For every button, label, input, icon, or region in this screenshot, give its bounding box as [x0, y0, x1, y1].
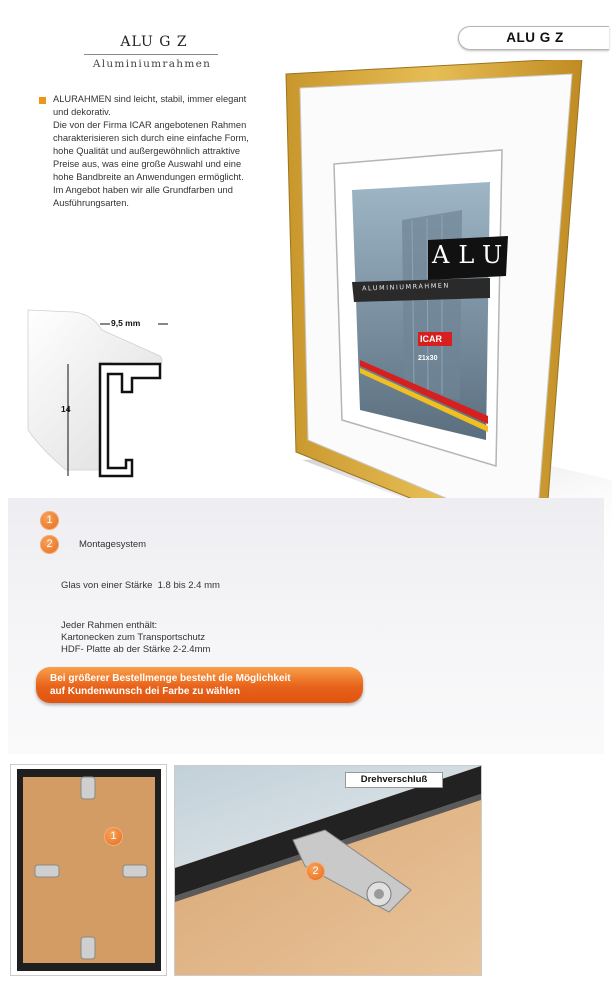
- description-line: und dekorativ.: [53, 107, 111, 117]
- profile-body: [28, 310, 162, 470]
- profile-section: [100, 364, 160, 476]
- page-subtitle: Aluminiumrahmen: [92, 58, 212, 70]
- product-description: [53, 93, 288, 210]
- marker-2-icon: 2: [40, 535, 59, 554]
- profile-diagram: [22, 300, 182, 485]
- profile-width-label: 9,5 mm: [111, 318, 141, 328]
- contents-list: [61, 620, 210, 656]
- description-line: ALURAHMEN sind leicht, stabil, immer elegant: [53, 94, 247, 104]
- description-line: charakterisieren sich durch eine einfache Form,: [53, 133, 249, 143]
- photo-marker-1-icon: 1: [104, 827, 123, 846]
- banner-line: Bei größerer Bestellmenge besteht die Möglichkeit: [50, 673, 291, 684]
- product-tab-label: ALU G Z: [506, 30, 564, 45]
- picture-big-text: ALU: [432, 241, 512, 269]
- picture-small-text: ALUMINIUMRAHMEN: [361, 281, 450, 293]
- description-line: Ausführungsarten.: [53, 198, 129, 208]
- picture-brand: ICAR: [420, 334, 442, 344]
- profile-height-label: 14: [61, 404, 71, 414]
- description-line: hohe Qualität und außergewöhnlich attraktive: [53, 146, 241, 156]
- title-divider: [84, 54, 218, 55]
- clip-caption: Drehverschluß: [345, 772, 443, 788]
- contents-line: Kartonecken zum Transportschutz: [61, 632, 206, 643]
- clip-photo-drawing: [175, 766, 481, 975]
- back-photo: [10, 764, 167, 976]
- frame-illustration: [282, 60, 612, 560]
- picture-size: 21x30: [418, 355, 438, 362]
- bullet-icon: [39, 97, 46, 104]
- color-option-text: [50, 672, 360, 698]
- clip-photo: [174, 765, 482, 976]
- glass-text: Glas von einer Stärke 1.8 bis 2.4 mm: [61, 580, 220, 591]
- photo-marker-2-icon: 2: [306, 862, 325, 881]
- description-line: hohe Bandbreite an Anwendungen ermöglicht.: [53, 172, 244, 182]
- contents-line: Jeder Rahmen enthält:: [61, 620, 158, 631]
- back-photo-drawing: [11, 765, 166, 975]
- contents-line: HDF- Platte ab der Stärke 2-2.4mm: [61, 644, 211, 655]
- description-line: Preise aus, was eine große Auswahl und eine: [53, 159, 242, 169]
- montagesystem-label: Montagesystem: [79, 539, 147, 550]
- page-title: ALU G Z: [120, 34, 188, 50]
- marker-1-icon: 1: [40, 511, 59, 530]
- description-line: Die von der Firma ICAR angebotenen Rahmen: [53, 120, 247, 130]
- description-line: Im Angebot haben wir alle Grundfarben und: [53, 185, 233, 195]
- banner-line: auf Kundenwunsch dei Farbe zu wählen: [50, 686, 241, 697]
